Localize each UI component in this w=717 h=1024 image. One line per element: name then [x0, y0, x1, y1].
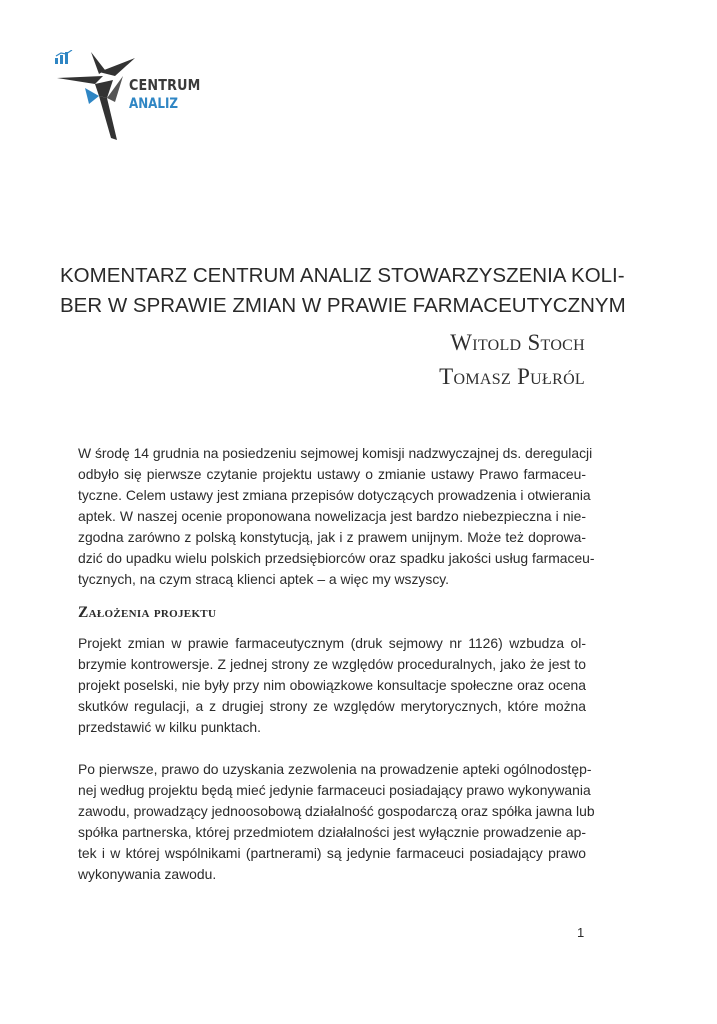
text-line: dzić do upadku wielu polskich przedsiębiorców oraz spadku jakości usług farmaceu-	[78, 550, 595, 566]
page-number: 1	[577, 925, 585, 940]
text-line: zawodu, prowadzący jednoosobową działalność gospodarczą oraz spółka jawna lub	[78, 803, 595, 819]
text-line: tycznych, na czym stracą klienci aptek – a więc my wszyscy.	[78, 571, 450, 587]
text-line: skutków regulacji, a z drugiej strony ze względów merytorycznych, które można	[78, 698, 586, 714]
text-line: przedstawić w kilku punktach.	[78, 719, 261, 735]
logo-text-centrum: CENTRUM	[129, 76, 201, 94]
text-line: projekt poselski, nie były przy nim obowiązkowe konsultacje społeczne oraz ocena	[78, 677, 586, 693]
text-line: Po pierwsze, prawo do uzyskania zezwolenia na prowadzenie apteki ogólnodostęp-	[78, 761, 592, 777]
bar-chart-icon	[55, 50, 73, 64]
text-line: Projekt zmian w prawie farmaceutycznym (druk sejmowy nr 1126) wzbudza ol-	[78, 635, 586, 651]
logo-text-analiz: ANALIZ	[129, 96, 179, 112]
text-line: nej według projektu będą mieć jedynie farmaceuci posiadający prawo wykonywania	[78, 782, 591, 798]
text-line: zgodna zarówno z polską konstytucją, jak i z prawem unijnym. Może też doprowa-	[78, 529, 586, 545]
text-line: tek i w której wspólnikami (partnerami) są jedynie farmaceuci posiadający prawo	[78, 845, 586, 861]
section-heading: Założenia projektu	[78, 604, 217, 621]
paragraph-3	[78, 759, 595, 885]
title-line-1: KOMENTARZ CENTRUM ANALIZ STOWARZYSZENIA KOLI-	[60, 264, 625, 287]
title-line-2: BER W SPRAWIE ZMIAN W PRAWIE FARMACEUTYCZNYM	[60, 294, 626, 317]
paragraph-2	[78, 633, 586, 738]
author-1: Witold Stoch	[450, 330, 585, 355]
text-line: aptek. W naszej ocenie proponowana nowelizacja jest bardzo niebezpieczna i nie-	[78, 508, 586, 524]
text-line: brzymie kontrowersje. Z jednej strony ze względów proceduralnych, jako że jest to	[78, 656, 586, 672]
text-line: tyczne. Celem ustawy jest zmiana przepisów dotyczących prowadzenia i otwierania	[78, 487, 591, 503]
centrum-analiz-logo	[55, 50, 205, 142]
author-2: Tomasz Pułról	[439, 364, 585, 389]
document-title	[60, 261, 626, 321]
text-line: odbyło się pierwsze czytanie projektu ustawy o zmianie ustawy Prawo farmaceu-	[78, 466, 586, 482]
text-line: W środę 14 grudnia na posiedzeniu sejmowej komisji nadzwyczajnej ds. deregulacji	[78, 445, 593, 461]
intro-paragraph	[78, 443, 595, 590]
text-line: spółka partnerska, której przedmiotem działalności jest wyłącznie prowadzenie ap-	[78, 824, 586, 840]
text-line: wykonywania zawodu.	[78, 866, 217, 882]
